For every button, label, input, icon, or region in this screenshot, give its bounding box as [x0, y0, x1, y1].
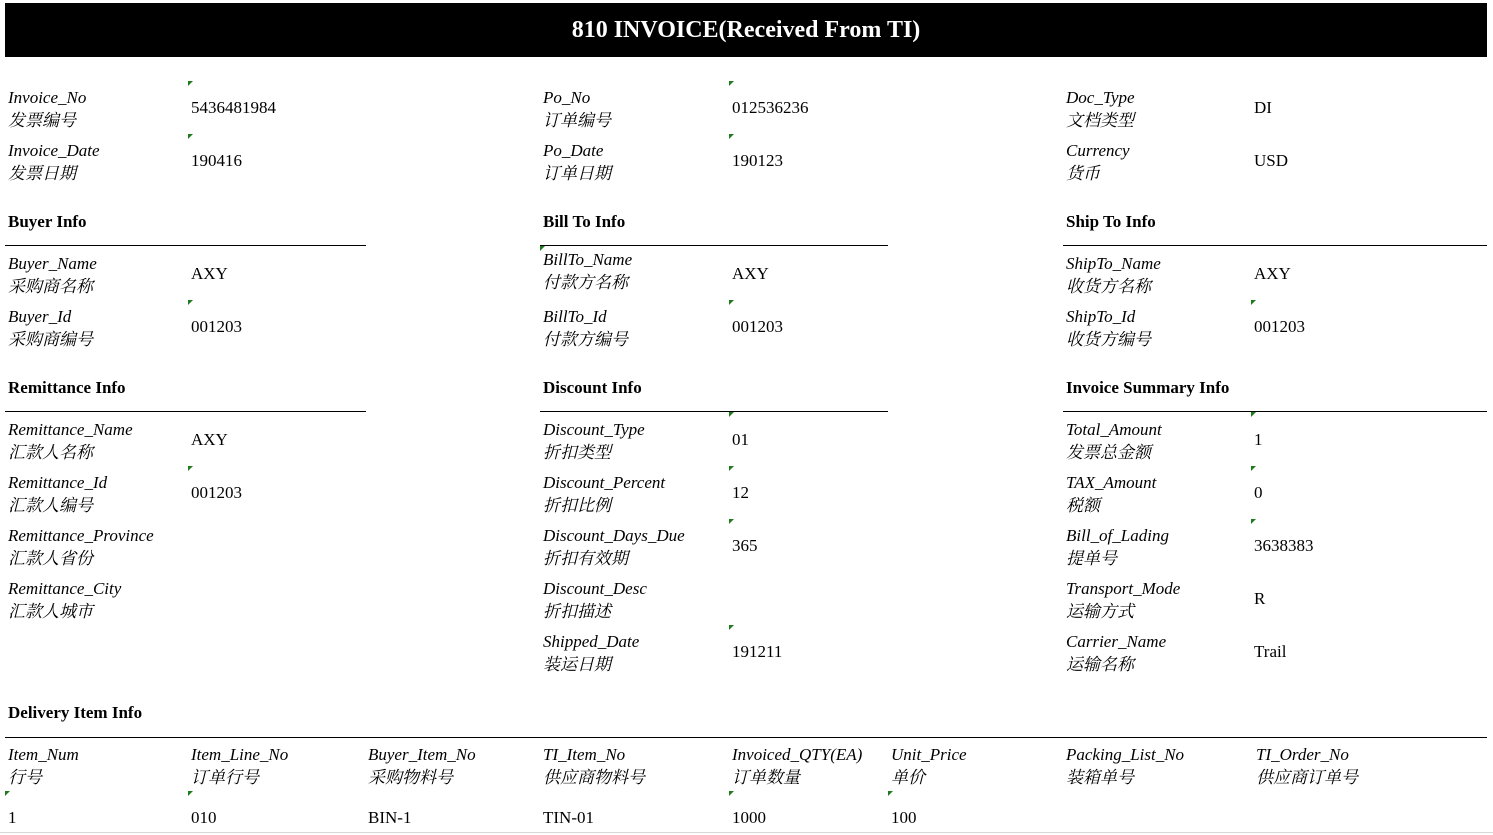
discount-days-due-label — [543, 524, 685, 570]
cell-marker — [1251, 466, 1256, 471]
column-header-en: Packing_List_No — [1066, 745, 1185, 764]
table-cell-invoiced-qty: 1000 — [732, 808, 766, 827]
invoice-no-label-cn: 发票编号 — [8, 111, 76, 130]
discount-days-due-label-cn: 折扣有效期 — [543, 549, 628, 568]
carrier-name-label-cn: 运输名称 — [1066, 655, 1134, 674]
po-no-label-en: Po_No — [543, 88, 591, 107]
discount-type-label-en: Discount_Type — [543, 420, 645, 439]
remittance-city-label-cn: 汇款人城市 — [8, 602, 93, 621]
transport-mode-label-en: Transport_Mode — [1066, 579, 1181, 598]
discount-percent-label — [543, 471, 665, 517]
bill-of-lading-label-cn: 提单号 — [1066, 549, 1117, 568]
invoice-date-label-cn: 发票日期 — [8, 164, 76, 183]
column-header-en: TI_Order_No — [1256, 745, 1349, 764]
ship-to-info-heading: Ship To Info — [1066, 212, 1156, 231]
total-amount-value: 1 — [1254, 430, 1263, 449]
bill-to-info-divider — [540, 245, 888, 246]
po-no-label-cn: 订单编号 — [543, 111, 611, 130]
cell-marker — [729, 625, 734, 630]
column-header-unit-price — [891, 743, 967, 789]
billto-name-label-cn: 付款方名称 — [543, 273, 628, 292]
remittance-name-label-cn: 汇款人名称 — [8, 443, 93, 462]
po-date-label-en: Po_Date — [543, 141, 604, 160]
doc-type-label — [1066, 86, 1135, 132]
remittance-id-value: 001203 — [191, 483, 242, 502]
cell-marker — [188, 466, 193, 471]
delivery-item-divider — [5, 737, 1487, 738]
column-header-en: Unit_Price — [891, 745, 967, 764]
column-header-en: Item_Line_No — [191, 745, 289, 764]
shipto-id-value: 001203 — [1254, 317, 1305, 336]
transport-mode-value: R — [1254, 589, 1266, 608]
billto-id-label-cn: 付款方编号 — [543, 330, 628, 349]
document-title-text: 810 INVOICE(Received From TI) — [571, 16, 921, 43]
remittance-name-value: AXY — [191, 430, 228, 449]
po-date-label-cn: 订单日期 — [543, 164, 611, 183]
remittance-id-label-cn: 汇款人编号 — [8, 496, 93, 515]
cell-marker — [5, 791, 10, 796]
buyer-id-value: 001203 — [191, 317, 242, 336]
doc-type-value: DI — [1254, 98, 1272, 117]
bill-to-info-heading: Bill To Info — [543, 212, 626, 231]
remittance-info-heading: Remittance Info — [8, 378, 126, 397]
buyer-id-label-en: Buyer_Id — [8, 307, 72, 326]
currency-label — [1066, 139, 1130, 185]
cell-marker — [1251, 412, 1256, 417]
discount-type-value: 01 — [732, 430, 749, 449]
discount-desc-label-en: Discount_Desc — [543, 579, 647, 598]
tax-amount-value: 0 — [1254, 483, 1263, 502]
po-date-label — [543, 139, 611, 185]
shipto-name-value: AXY — [1254, 264, 1291, 283]
bottom-border — [0, 832, 1493, 833]
discount-desc-label — [543, 577, 647, 623]
table-cell-item-line-no: 010 — [191, 808, 217, 827]
column-header-en: TI_Item_No — [543, 745, 626, 764]
cell-marker — [729, 791, 734, 796]
invoice-date-label-en: Invoice_Date — [8, 141, 100, 160]
tax-amount-label-en: TAX_Amount — [1066, 473, 1157, 492]
carrier-name-value: Trail — [1254, 642, 1287, 661]
cell-marker — [729, 519, 734, 524]
invoice-summary-divider — [1063, 411, 1487, 412]
ship-to-info-divider — [1063, 245, 1487, 246]
bill-of-lading-label — [1066, 524, 1169, 570]
discount-type-label-cn: 折扣类型 — [543, 443, 611, 462]
column-header-cn: 订单行号 — [191, 768, 259, 787]
currency-label-cn: 货币 — [1066, 164, 1100, 183]
document-title — [5, 3, 1487, 57]
carrier-name-label-en: Carrier_Name — [1066, 632, 1167, 651]
column-header-packing-list-no — [1066, 743, 1184, 789]
remittance-province-label — [8, 524, 154, 570]
cell-marker — [188, 134, 193, 139]
table-cell-unit-price: 100 — [891, 808, 917, 827]
shipto-name-label-en: ShipTo_Name — [1066, 254, 1161, 273]
buyer-info-heading: Buyer Info — [8, 212, 87, 231]
column-header-cn: 行号 — [8, 768, 42, 787]
discount-info-heading: Discount Info — [543, 378, 642, 397]
doc-type-label-en: Doc_Type — [1066, 88, 1135, 107]
billto-name-label — [543, 248, 632, 294]
shipped-date-label-cn: 装运日期 — [543, 655, 611, 674]
discount-type-label — [543, 418, 645, 464]
total-amount-label-cn: 发票总金额 — [1066, 443, 1151, 462]
column-header-item-line-no — [191, 743, 288, 789]
cell-marker — [188, 81, 193, 86]
column-header-cn: 供应商物料号 — [543, 768, 645, 787]
total-amount-label — [1066, 418, 1162, 464]
table-cell-item-num: 1 — [8, 808, 17, 827]
discount-days-due-label-en: Discount_Days_Due — [543, 526, 685, 545]
remittance-city-label-en: Remittance_City — [8, 579, 122, 598]
buyer-info-divider — [5, 245, 366, 246]
column-header-item-num — [8, 743, 79, 789]
discount-percent-value: 12 — [732, 483, 749, 502]
invoice-summary-heading: Invoice Summary Info — [1066, 378, 1230, 397]
cell-marker — [729, 412, 734, 417]
discount-info-divider — [540, 411, 888, 412]
discount-percent-label-cn: 折扣比例 — [543, 496, 611, 515]
discount-days-due-value: 365 — [732, 536, 758, 555]
carrier-name-label — [1066, 630, 1166, 676]
shipto-name-label — [1066, 252, 1161, 298]
cell-marker — [888, 791, 893, 796]
tax-amount-label — [1066, 471, 1156, 517]
billto-name-value: AXY — [732, 264, 769, 283]
po-no-value: 012536236 — [732, 98, 809, 117]
billto-name-label-en: BillTo_Name — [543, 250, 633, 269]
remittance-id-label — [8, 471, 107, 517]
billto-id-label — [543, 305, 628, 351]
column-header-invoiced-qty — [732, 743, 862, 789]
invoice-no-value: 5436481984 — [191, 98, 276, 117]
buyer-name-label-cn: 采购商名称 — [8, 277, 93, 296]
shipto-id-label-cn: 收货方编号 — [1066, 330, 1151, 349]
table-cell-buyer-item-no: BIN-1 — [368, 808, 412, 827]
po-no-label — [543, 86, 611, 132]
remittance-id-label-en: Remittance_Id — [8, 473, 108, 492]
doc-type-label-cn: 文档类型 — [1066, 111, 1134, 130]
shipto-id-label-en: ShipTo_Id — [1066, 307, 1136, 326]
column-header-cn: 采购物料号 — [368, 768, 453, 787]
discount-desc-label-cn: 折扣描述 — [543, 602, 611, 621]
buyer-id-label-cn: 采购商编号 — [8, 330, 93, 349]
remittance-name-label — [8, 418, 133, 464]
cell-marker — [729, 134, 734, 139]
column-header-en: Invoiced_QTY(EA) — [732, 745, 863, 764]
currency-label-en: Currency — [1066, 141, 1130, 160]
column-header-cn: 订单数量 — [732, 768, 800, 787]
bill-of-lading-value: 3638383 — [1254, 536, 1314, 555]
discount-percent-label-en: Discount_Percent — [543, 473, 666, 492]
transport-mode-label-cn: 运输方式 — [1066, 602, 1134, 621]
invoice-no-label — [8, 86, 86, 132]
invoice-no-label-en: Invoice_No — [8, 88, 87, 107]
remittance-province-label-cn: 汇款人省份 — [8, 549, 93, 568]
column-header-en: Buyer_Item_No — [368, 745, 476, 764]
tax-amount-label-cn: 税额 — [1066, 496, 1100, 515]
buyer-name-label-en: Buyer_Name — [8, 254, 97, 273]
billto-id-label-en: BillTo_Id — [543, 307, 607, 326]
column-header-ti-item-no — [543, 743, 645, 789]
currency-value: USD — [1254, 151, 1289, 170]
column-header-cn: 装箱单号 — [1066, 768, 1134, 787]
buyer-id-label — [8, 305, 93, 351]
column-header-en: Item_Num — [8, 745, 79, 764]
buyer-name-label — [8, 252, 97, 298]
cell-marker — [188, 300, 193, 305]
cell-marker — [1251, 300, 1256, 305]
cell-marker — [729, 300, 734, 305]
table-cell-ti-item-no: TIN-01 — [543, 808, 594, 827]
po-date-value: 190123 — [732, 151, 783, 170]
bill-of-lading-label-en: Bill_of_Lading — [1066, 526, 1169, 545]
cell-marker — [1251, 519, 1256, 524]
column-header-ti-order-no — [1256, 743, 1358, 789]
invoice-date-value: 190416 — [191, 151, 242, 170]
shipped-date-label-en: Shipped_Date — [543, 632, 640, 651]
billto-id-value: 001203 — [732, 317, 783, 336]
buyer-name-value: AXY — [191, 264, 228, 283]
total-amount-label-en: Total_Amount — [1066, 420, 1162, 439]
shipped-date-value: 191211 — [732, 642, 783, 661]
remittance-info-divider — [5, 411, 366, 412]
column-header-cn: 单价 — [891, 768, 925, 787]
remittance-name-label-en: Remittance_Name — [8, 420, 133, 439]
shipped-date-label — [543, 630, 639, 676]
shipto-id-label — [1066, 305, 1151, 351]
cell-marker — [188, 791, 193, 796]
remittance-province-label-en: Remittance_Province — [8, 526, 154, 545]
column-header-cn: 供应商订单号 — [1256, 768, 1358, 787]
remittance-city-label — [8, 577, 121, 623]
column-header-buyer-item-no — [368, 743, 476, 789]
shipto-name-label-cn: 收货方名称 — [1066, 277, 1151, 296]
delivery-item-heading: Delivery Item Info — [8, 703, 143, 722]
cell-marker — [729, 81, 734, 86]
invoice-date-label — [8, 139, 100, 185]
cell-marker — [729, 466, 734, 471]
transport-mode-label — [1066, 577, 1180, 623]
